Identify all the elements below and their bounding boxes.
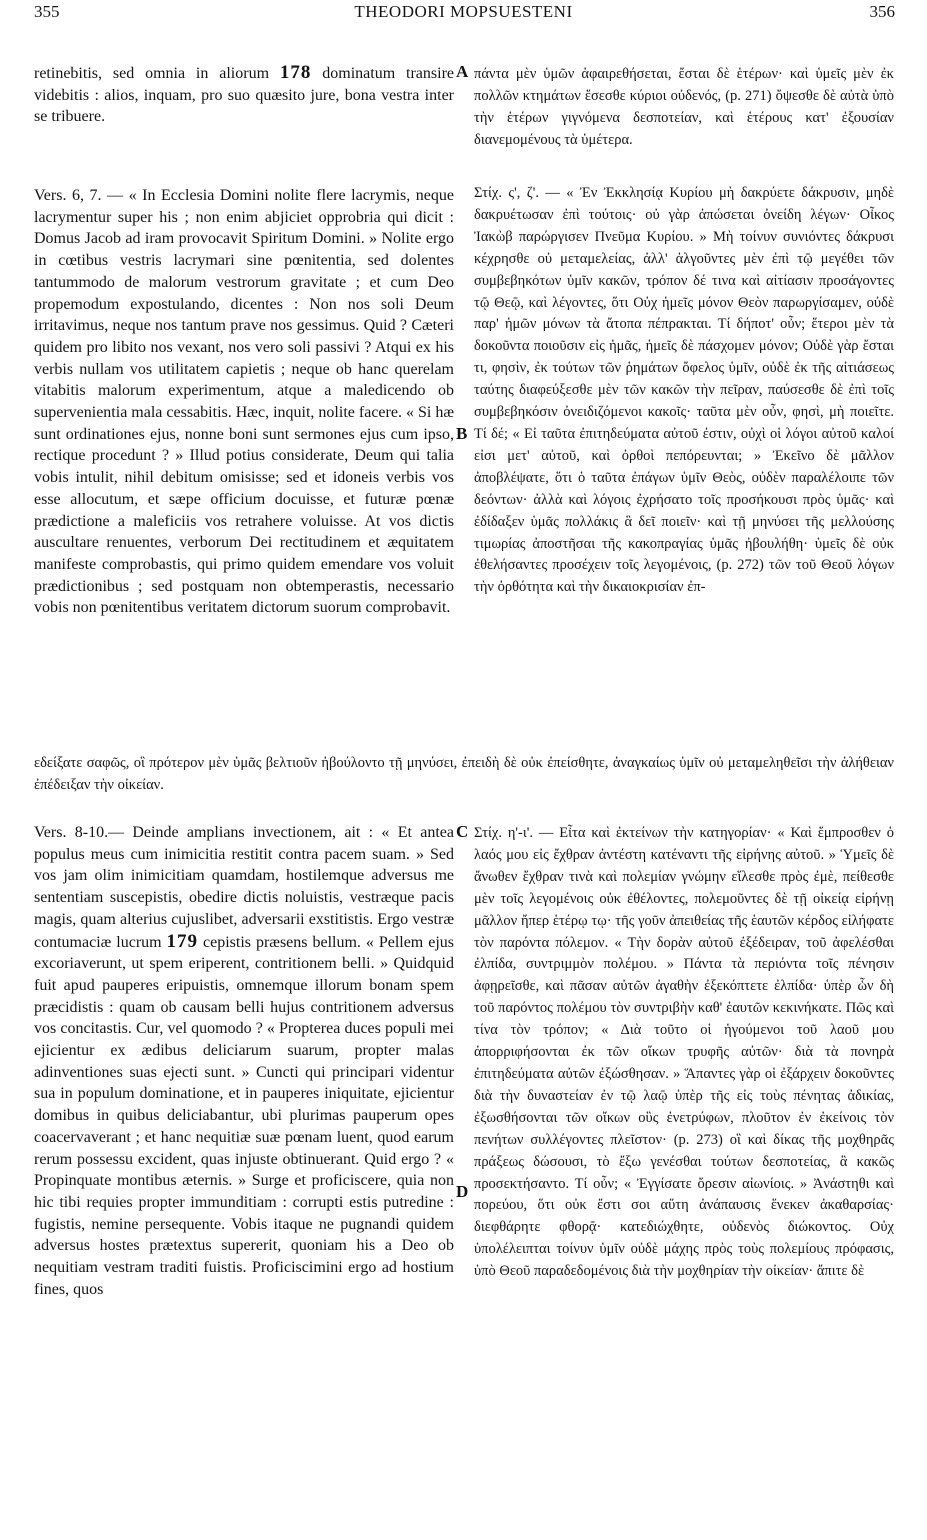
margin-letter-d: D (456, 1182, 469, 1201)
latin-paragraph-3 (34, 822, 454, 1300)
margin-letter-b: B (456, 424, 468, 443)
greek-text: Στίχ. ς', ζ'. — « Ἐν Ἐκκλησίᾳ Κυρίου μὴ δακρύετε δάκρυσιν, μηδὲ δακρυέτωσαν ἐπὶ τούτοις· οὐ γὰρ ἀπώσεται ὀνείδη λέγων· Οἶκος Ἰακὼβ παρώργισεν Πνεῦμα Κυρίου. » Μὴ τοίνυν συνιόντες δάκρυσι κέχρησθε οὐ μεταμελείας, ἀλλ' ἀλγοῦντες μὲν ἐπὶ τῷ μεγέθει τῶν συμβεβηκότων ὑμῖν κακῶν, τρόπον δέ τινα καὶ αἰτίασιν προσάγοντες τῷ Θεῷ, καὶ λέγοντες, ὅτι Οὐχ ἡμεῖς μόνον Θεὸν παρωργίσαμεν, οὐδὲ παρ' ἡμῶν μόνων τὰ ἄτοπα πέπρακται. Τί δήποτ' οὖν; ἕτεροι μὲν τὰ δοκοῦντα ποιοῦσιν εἰς ἡμᾶς, ἡμεῖς δὲ πάσχομεν μόνον; Οὐδὲ γὰρ ἔσται τι, φησὶν, ἐκ τούτων τῶν ῥημάτων ὄφελος ὑμῖν, οὐδὲ ἐκ τῆς αἰτιάσεως ταύτης διαφεύξεσθε μὲν τῶν κακῶν τὴν πεῖραν, παύσεσθε δὲ ἐπὶ τοῖς συμβεβηκόσιν ὀνειδιζόμενοι κακοῖς· ταῦτα μὲν οὖν, φησὶ, μὴ ποιεῖτε. Τί δέ; « Εἰ ταῦτα ἐπιτηδεύματα αὐτοῦ ἐστιν, οὐχὶ οἱ λόγοι αὐτοῦ καλοί εἰσι μετ' αὐτοῦ, καὶ ὀρθοὶ πεπόρευνται; » Ἐκεῖνο δὲ μᾶλλον ἀποβλέψατε, ὅτι ὁ ταῦτα ἐπάγων ὑμῖν Θεὸς, οὐδὲν παραλέλοιπε τῶν δεόντων· ἀλλὰ καὶ λόγοις ἐχρήσατο τοῖς προσήκουσι πρὸς ὑμᾶς· καὶ ἐδίδαξεν ὑμᾶς πολλάκις ἃ δεῖ ποιεῖν· καὶ τῇ μηνύσει τῆς μελλούσης τιμωρίας ἀποστῆσαι τῆς κακοπραγίας ὑμᾶς ἠβουλήθη· ὑμεῖς δὲ οὐκ ἐθελήσαντες προσέχειν τοῖς λεγομένοις, (p. 272) τῶν τοῦ Θεοῦ λόγων τὴν ὀρθότητα καὶ τὴν δικαιοκρισίαν ἐπ- (474, 185, 894, 596)
latin-text: Vers. 6, 7. — « In Ecclesia Domini nolite flere lacrymis, neque lacrymentur super his ; non enim abjiciet opprobria qui dicit : Domus Jacob ad iram provocavit Spiritum Domini. » Nolite ergo in cœtibus vestris lacrymari sine pœnitentia, sed dolentes tantummodo de malorum vestrorum gravitate ; et cum Deo propemodum expostulando, dicentes : Non nos soli Deum irritavimus, neque nos tantum prave nos gessimus. Quid ? Cæteri quidem pro libito nos vexant, nos vero soli passivi ? Atqui ex his verbis nullam vos utilitatem capietis ; neque ob hanc querelam vitabitis malorum experimentum, atque a maledicendo ob supervenientia mala cessabitis. Hæc, inquit, nolite facere. « Si hæ sunt ordinationes ejus, nonne boni sunt sermones ejus cum ipso, rectique procedunt ? » Illud potius considerate, Deum qui talia vobis intulit, nihil debitum omisisse; sed et idoneis verbis vos esse allocutum, et sæpe officium docuisse, et futuræ pœnæ prædictione a maleficiis vos retrahere voluisse. At vos dictis auscultare renuentes, verborum Dei rectitudinem et æquitatem manifeste comprobastis, qui primo quidem emendare vos voluit prædictionibus ; sed postquam non obtemperastis, necessario vobis non pœnitentibus veritatem dictorum suorum comprobavit. (34, 187, 454, 617)
column-number-marker: 179 (166, 930, 199, 952)
greek-text: πάντα μὲν ὑμῶν ἀφαιρεθήσεται, ἔσται δὲ ἑτέρων· καὶ ὑμεῖς μὲν ἐκ πολλῶν κτημάτων ἔσεσθε κύριοι οὐδενός, (p. 271) ὄψεσθε δὲ αὐτὰ ὑπὸ τὴν ἑτέρων γιγνόμενα δεσποτείαν, καὶ ἑτέρους κατ' ἐξουσίαν διανεμομένους τὰ ὑμέτερα. (474, 66, 894, 148)
greek-full-width-line: εδείξατε σαφῶς, οἳ πρότερον μὲν ὑμᾶς βελτιοῦν ἠβούλοντο τῇ μηνύσει, ἐπειδὴ δὲ οὐκ ἐπείσθητε, ἀναγκαίως ὑμῖν οὐ μεταμεληθεῖσι τὴν ἀλήθειαν ἐπέδειξαν τὴν οἰκείαν. (34, 755, 894, 793)
latin-paragraph-1 (34, 62, 454, 128)
running-title: THEODORI MOPSUESTENI (354, 2, 573, 21)
margin-letter-c: C (456, 822, 469, 841)
latin-text: retinebitis, sed omnia in aliorum (34, 65, 280, 82)
latin-text: dominatum transire videbitis : alios, inquam, pro suo quæsito jure, bona vestra inter se tribuere. (34, 65, 454, 126)
latin-paragraph-2 (34, 185, 454, 619)
left-page-number: 355 (34, 2, 60, 21)
latin-text: Vers. 8-10.— Deinde amplians invectionem, ait : « Et antea populus meus cum inimicitia restitit contra pacem suam. » Sed vos jam olim inimicitiam quamdam, hostilemque adversus me sententiam suscepistis, obedire dictis noluistis, vestræque pacis magis, quam alterius cujuslibet, adversarii exstitistis. Ergo vestræ contumaciæ lucrum (34, 824, 454, 951)
greek-paragraph-2 (474, 183, 894, 599)
latin-text: cepistis præsens bellum. « Pellem ejus excoriaverunt, ut spem eriperent, contritionem belli. » Quidquid fuit apud pauperes eripuistis, omnemque illorum bonam spem præcidistis : quam ob causam belli hujus contritionem adversus vos concitastis. Cur, vel quomodo ? « Propterea duces populi mei ejicientur ex ædibus deliciarum suarum, propter malas adinventiones suas ejecti sunt. » Cuncti qui principari videntur sua in populum dominatione, et in pauperes iniquitate, ejicientur domibus in quibus deliciabantur, ubi plurimas pauperum opes coacervaverant ; et hanc nequitiæ suæ pœnam luent, quod earum rerum possessu excident, quas injuste obtinuerant. Quid ergo ? « Propinquate montibus æternis. » Surge et proficiscere, quia non hic tibi requies propter immunditiam : corrupti estis putredine : fugistis, nemine persequente. Vobis itaque ne pugnandi quidem adversus hostes prætextus supererit, quoniam his a Deo ob nequitiam vestram traditi fuistis. Proficiscimini ergo ad hostium fines, quos (34, 933, 454, 1298)
right-page-number: 356 (869, 2, 895, 21)
greek-paragraph-3 (474, 823, 894, 1283)
column-number-marker: 178 (279, 62, 312, 83)
greek-text: Στίχ. η'-ι'. — Εἶτα καὶ ἐκτείνων τὴν κατηγορίαν· « Καὶ ἔμπροσθεν ὁ λαός μου εἰς ἔχθραν ἀντέστη κατέναντι τῆς εἰρήνης αὐτοῦ. » Ὑμεῖς δὲ ἄνωθεν ἔχθραν τινὰ καὶ πολεμίαν γνώμην εἵλεσθε πρὸς ἐμὲ, πείθεσθε μὲν τοῖς λεγομένοις οὐκ ἐθέλοντες, πολεμοῦντες δὲ τῇ οἰκείᾳ εἰρήνῃ μᾶλλον ἤπερ ἑτέρῳ τῳ· τῆς γοῦν ἀπειθείας τῆς ἑαυτῶν κέρδος εἰλήφατε τὸν παρόντα πόλεμον. « Τὴν δορὰν αὐτοῦ ἐξέδειραν, τοῦ ἀφελέσθαι ἐλπίδα, συντριμμὸν πολέμου. » Πάντα τὰ περιόντα τοῖς πένησιν ἀφῃρεῖσθε, καὶ πᾶσαν αὐτῶν ἀγαθὴν ἐξεκόπτετε ἐλπίδα· ὑπὲρ ὧν δὴ τοῦ παρόντος πολέμου τὸν συντριβὴν καθ' ἑαυτῶν κεκινήκατε. Πῶς καὶ τίνα τὸν τρόπον; « Διὰ τοῦτο οἱ ἡγούμενοι τοῦ λαοῦ μου ἀπορριφήσονται ἐκ τῶν οἴκων τρυφῆς αὐτῶν· διὰ τὰ πονηρὰ ἐπιτηδεύματα αὐτῶν ἐξώσθησαν. » Ἅπαντες γὰρ οἱ ἐξάρχειν δοκοῦντες διὰ τὴν δυναστείαν ἐν τῷ λαῷ ὑπὲρ τῆς εἰς τοὺς πένητας ἀδικίας, ἐξωσθήσονται τῶν οἴκων οὓς ἐνετρύφων, πλοῦτον ἐν ἐκείνοις τὸν πενήτων συλλέγοντες πλεῖστον· (p. 273) οἳ καὶ δίκας τῆς μοχθηρᾶς πράξεως δώσουσι, τὸ ἔξω γενέσθαι τούτων δεσποτείας, ἃ κακῶς προσεκτήσαντο. Τί οὖν; « Ἐγγίσατε ὄρεσιν αἰωνίοις. » Ἀνάστηθι καὶ πορεύου, ὅτι οὐκ ἔστι σοι αὕτη ἀνάπαυσις ἕνεκεν ἀκαθαρσίας· διεφθάρητε φθορᾷ· κατεδιώχθητε, οὐδενὸς διώκοντος. Οὐχ ὑπολέλειπται τοίνυν ὑμῖν οὐδὲ μάχης πρὸς τοὺς πολεμίους πρόφασις, ὑπὸ Θεοῦ παραδεδομένοις διὰ τὴν μοχθηρίαν τὴν οἰκείαν· ἄπιτε δὲ (474, 825, 894, 1280)
margin-letter-a: A (456, 62, 469, 81)
greek-paragraph-1 (474, 64, 894, 152)
